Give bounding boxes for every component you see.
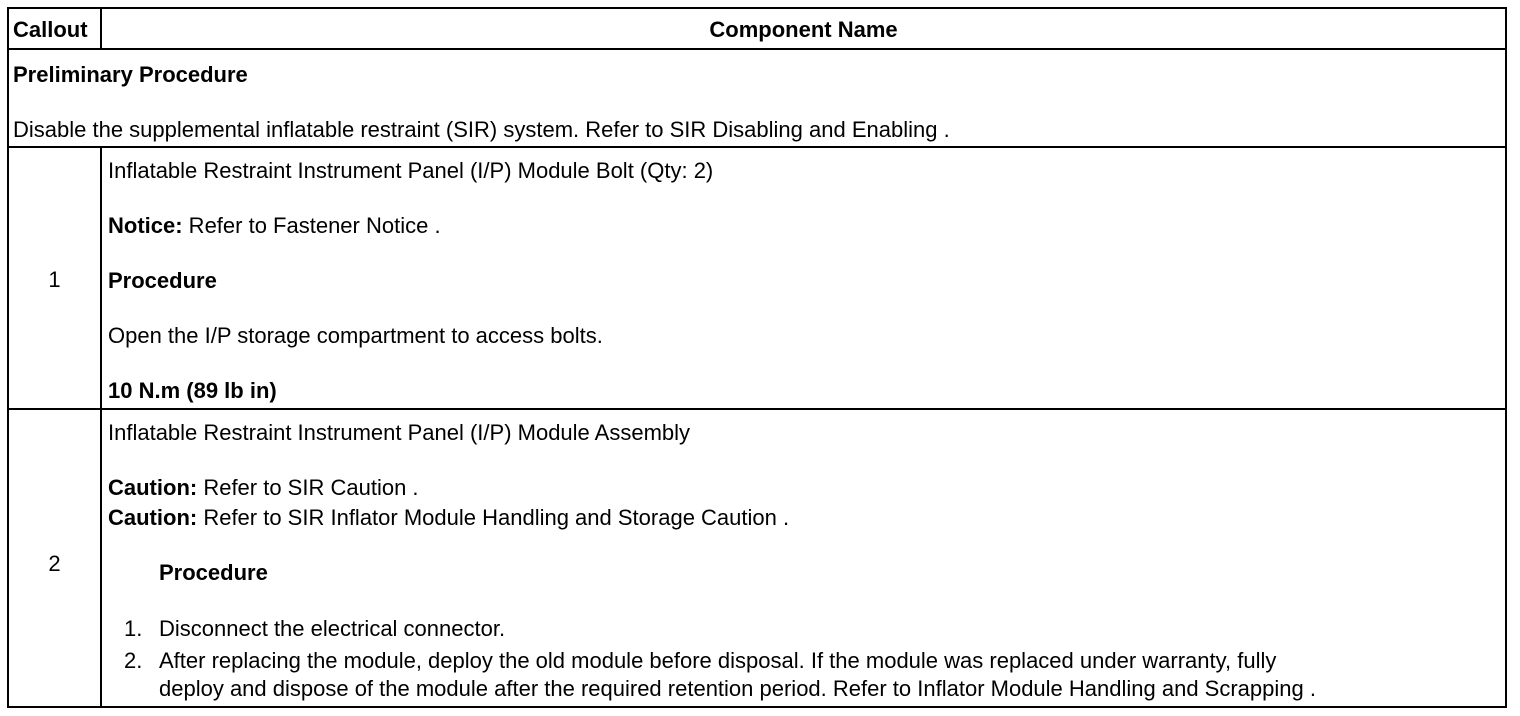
procedure-heading: Procedure	[159, 560, 268, 585]
component-name-header-cell	[102, 9, 1505, 48]
notice-text: Refer to Fastener Notice .	[182, 213, 441, 238]
step-number: 2.	[124, 648, 143, 673]
notice-label: Notice:	[108, 213, 183, 238]
caution-text: Refer to SIR Inflator Module Handling and Storage Caution .	[197, 505, 790, 530]
caution-text: Refer to SIR Caution .	[197, 475, 419, 500]
step-text: After replacing the module, deploy the old module before disposal. If the module was replaced under warranty, fully	[159, 648, 1277, 673]
step-number: 1.	[124, 616, 143, 641]
caution-label: Caution:	[108, 505, 198, 530]
preliminary-heading: Preliminary Procedure	[13, 62, 248, 87]
caution-line	[108, 475, 419, 501]
preliminary-procedure-row	[9, 50, 1505, 148]
callout-header: Callout	[13, 17, 88, 42]
component-table	[7, 7, 1507, 708]
notice-line	[108, 213, 441, 239]
component-name: Inflatable Restraint Instrument Panel (I/P) Module Bolt (Qty: 2)	[108, 158, 714, 183]
callout-number: 2	[48, 551, 61, 576]
torque-spec: 10 N.m (89 lb in)	[108, 378, 277, 403]
callout-cell	[9, 410, 102, 706]
table-header-row	[9, 9, 1505, 50]
procedure-text: Open the I/P storage compartment to access bolts.	[108, 323, 603, 348]
component-name: Inflatable Restraint Instrument Panel (I/P) Module Assembly	[108, 420, 691, 445]
table-row	[9, 410, 1505, 706]
procedure-heading: Procedure	[108, 268, 217, 293]
caution-line	[108, 505, 789, 531]
callout-cell	[9, 148, 102, 408]
preliminary-text: Disable the supplemental inflatable restraint (SIR) system. Refer to SIR Disabling and Enabling .	[13, 117, 950, 142]
component-cell	[102, 148, 1505, 408]
caution-label: Caution:	[108, 475, 198, 500]
step-text-continued: deploy and dispose of the module after the required retention period. Refer to Inflator Module Handling and Scrapping .	[159, 676, 1316, 701]
callout-number: 1	[48, 267, 61, 292]
table-row	[9, 148, 1505, 410]
callout-header-cell	[9, 9, 102, 48]
component-cell	[102, 410, 1505, 706]
step-text: Disconnect the electrical connector.	[159, 616, 506, 641]
component-name-header: Component Name	[709, 17, 898, 42]
